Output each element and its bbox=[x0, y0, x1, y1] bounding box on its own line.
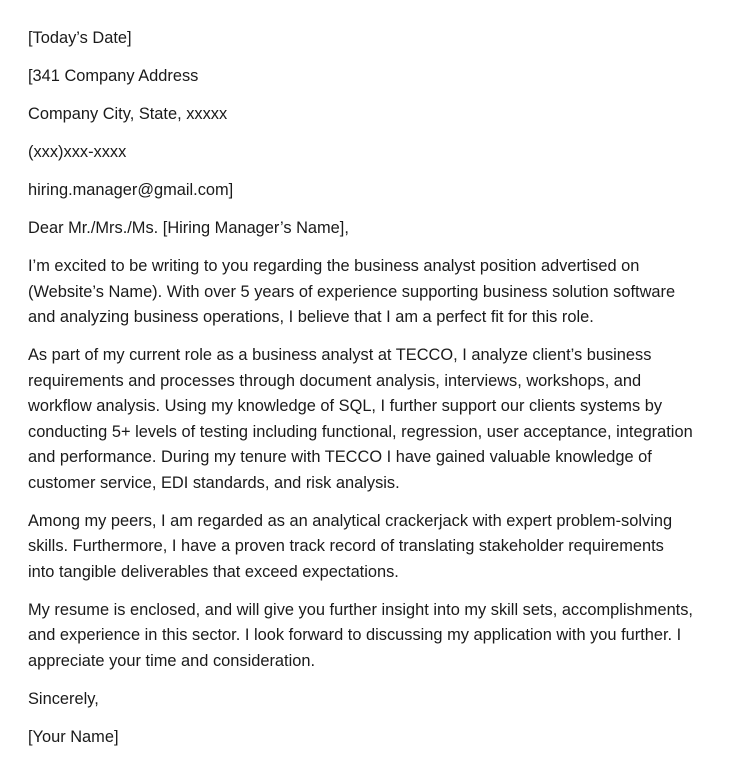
paragraph-2-line: As part of my current role as a business analyst at TECCO, I analyze client’s business bbox=[28, 346, 652, 364]
paragraph-3-line: into tangible deliverables that exceed expectations. bbox=[28, 562, 399, 581]
closing: Sincerely, bbox=[28, 689, 99, 708]
paragraph-4-line: and experience in this sector. I look forward to discussing my application with you further. I bbox=[28, 626, 682, 644]
date-line: [Today’s Date] bbox=[28, 29, 132, 47]
paragraph-2-line: customer service, EDI standards, and risk analysis. bbox=[28, 473, 400, 492]
signature: [Your Name] bbox=[28, 727, 119, 746]
paragraph-2-line: workflow analysis. Using my knowledge of SQL, I further support our clients systems by bbox=[28, 397, 663, 415]
paragraph-1-line: I’m excited to be writing to you regarding the business analyst position advertised on bbox=[28, 257, 640, 275]
paragraph-3 bbox=[28, 509, 728, 586]
paragraph-1-line: and analyzing business operations, I believe that I am a perfect fit for this role. bbox=[28, 308, 594, 326]
cover-letter bbox=[28, 26, 728, 763]
paragraph-3-line: skills. Furthermore, I have a proven track record of translating stakeholder requirements bbox=[28, 537, 664, 555]
paragraph-4-line: My resume is enclosed, and will give you further insight into my skill sets, accomplishments, bbox=[28, 600, 693, 619]
salutation: Dear Mr./Mrs./Ms. [Hiring Manager’s Name], bbox=[28, 219, 349, 237]
paragraph-1-line: (Website’s Name). With over 5 years of experience supporting business solution software bbox=[28, 282, 676, 301]
email-line: hiring.manager@gmail.com] bbox=[28, 181, 234, 199]
paragraph-2-line: conducting 5+ levels of testing including functional, regression, user acceptance, integration bbox=[28, 422, 693, 441]
paragraph-2-line: and performance. During my tenure with TECCO I have gained valuable knowledge of bbox=[28, 448, 652, 466]
paragraph-2-line: requirements and processes through document analysis, interviews, workshops, and bbox=[28, 371, 642, 390]
paragraph-1 bbox=[28, 254, 728, 331]
paragraph-2 bbox=[28, 343, 728, 496]
paragraph-3-line: Among my peers, I am regarded as an analytical crackerjack with expert problem-solving bbox=[28, 511, 673, 530]
phone-line: (xxx)xxx-xxxx bbox=[28, 143, 127, 161]
paragraph-4 bbox=[28, 598, 728, 675]
paragraph-4-line: appreciate your time and consideration. bbox=[28, 651, 316, 670]
address-line-1: [341 Company Address bbox=[28, 67, 199, 85]
address-line-2: Company City, State, xxxxx bbox=[28, 105, 228, 123]
